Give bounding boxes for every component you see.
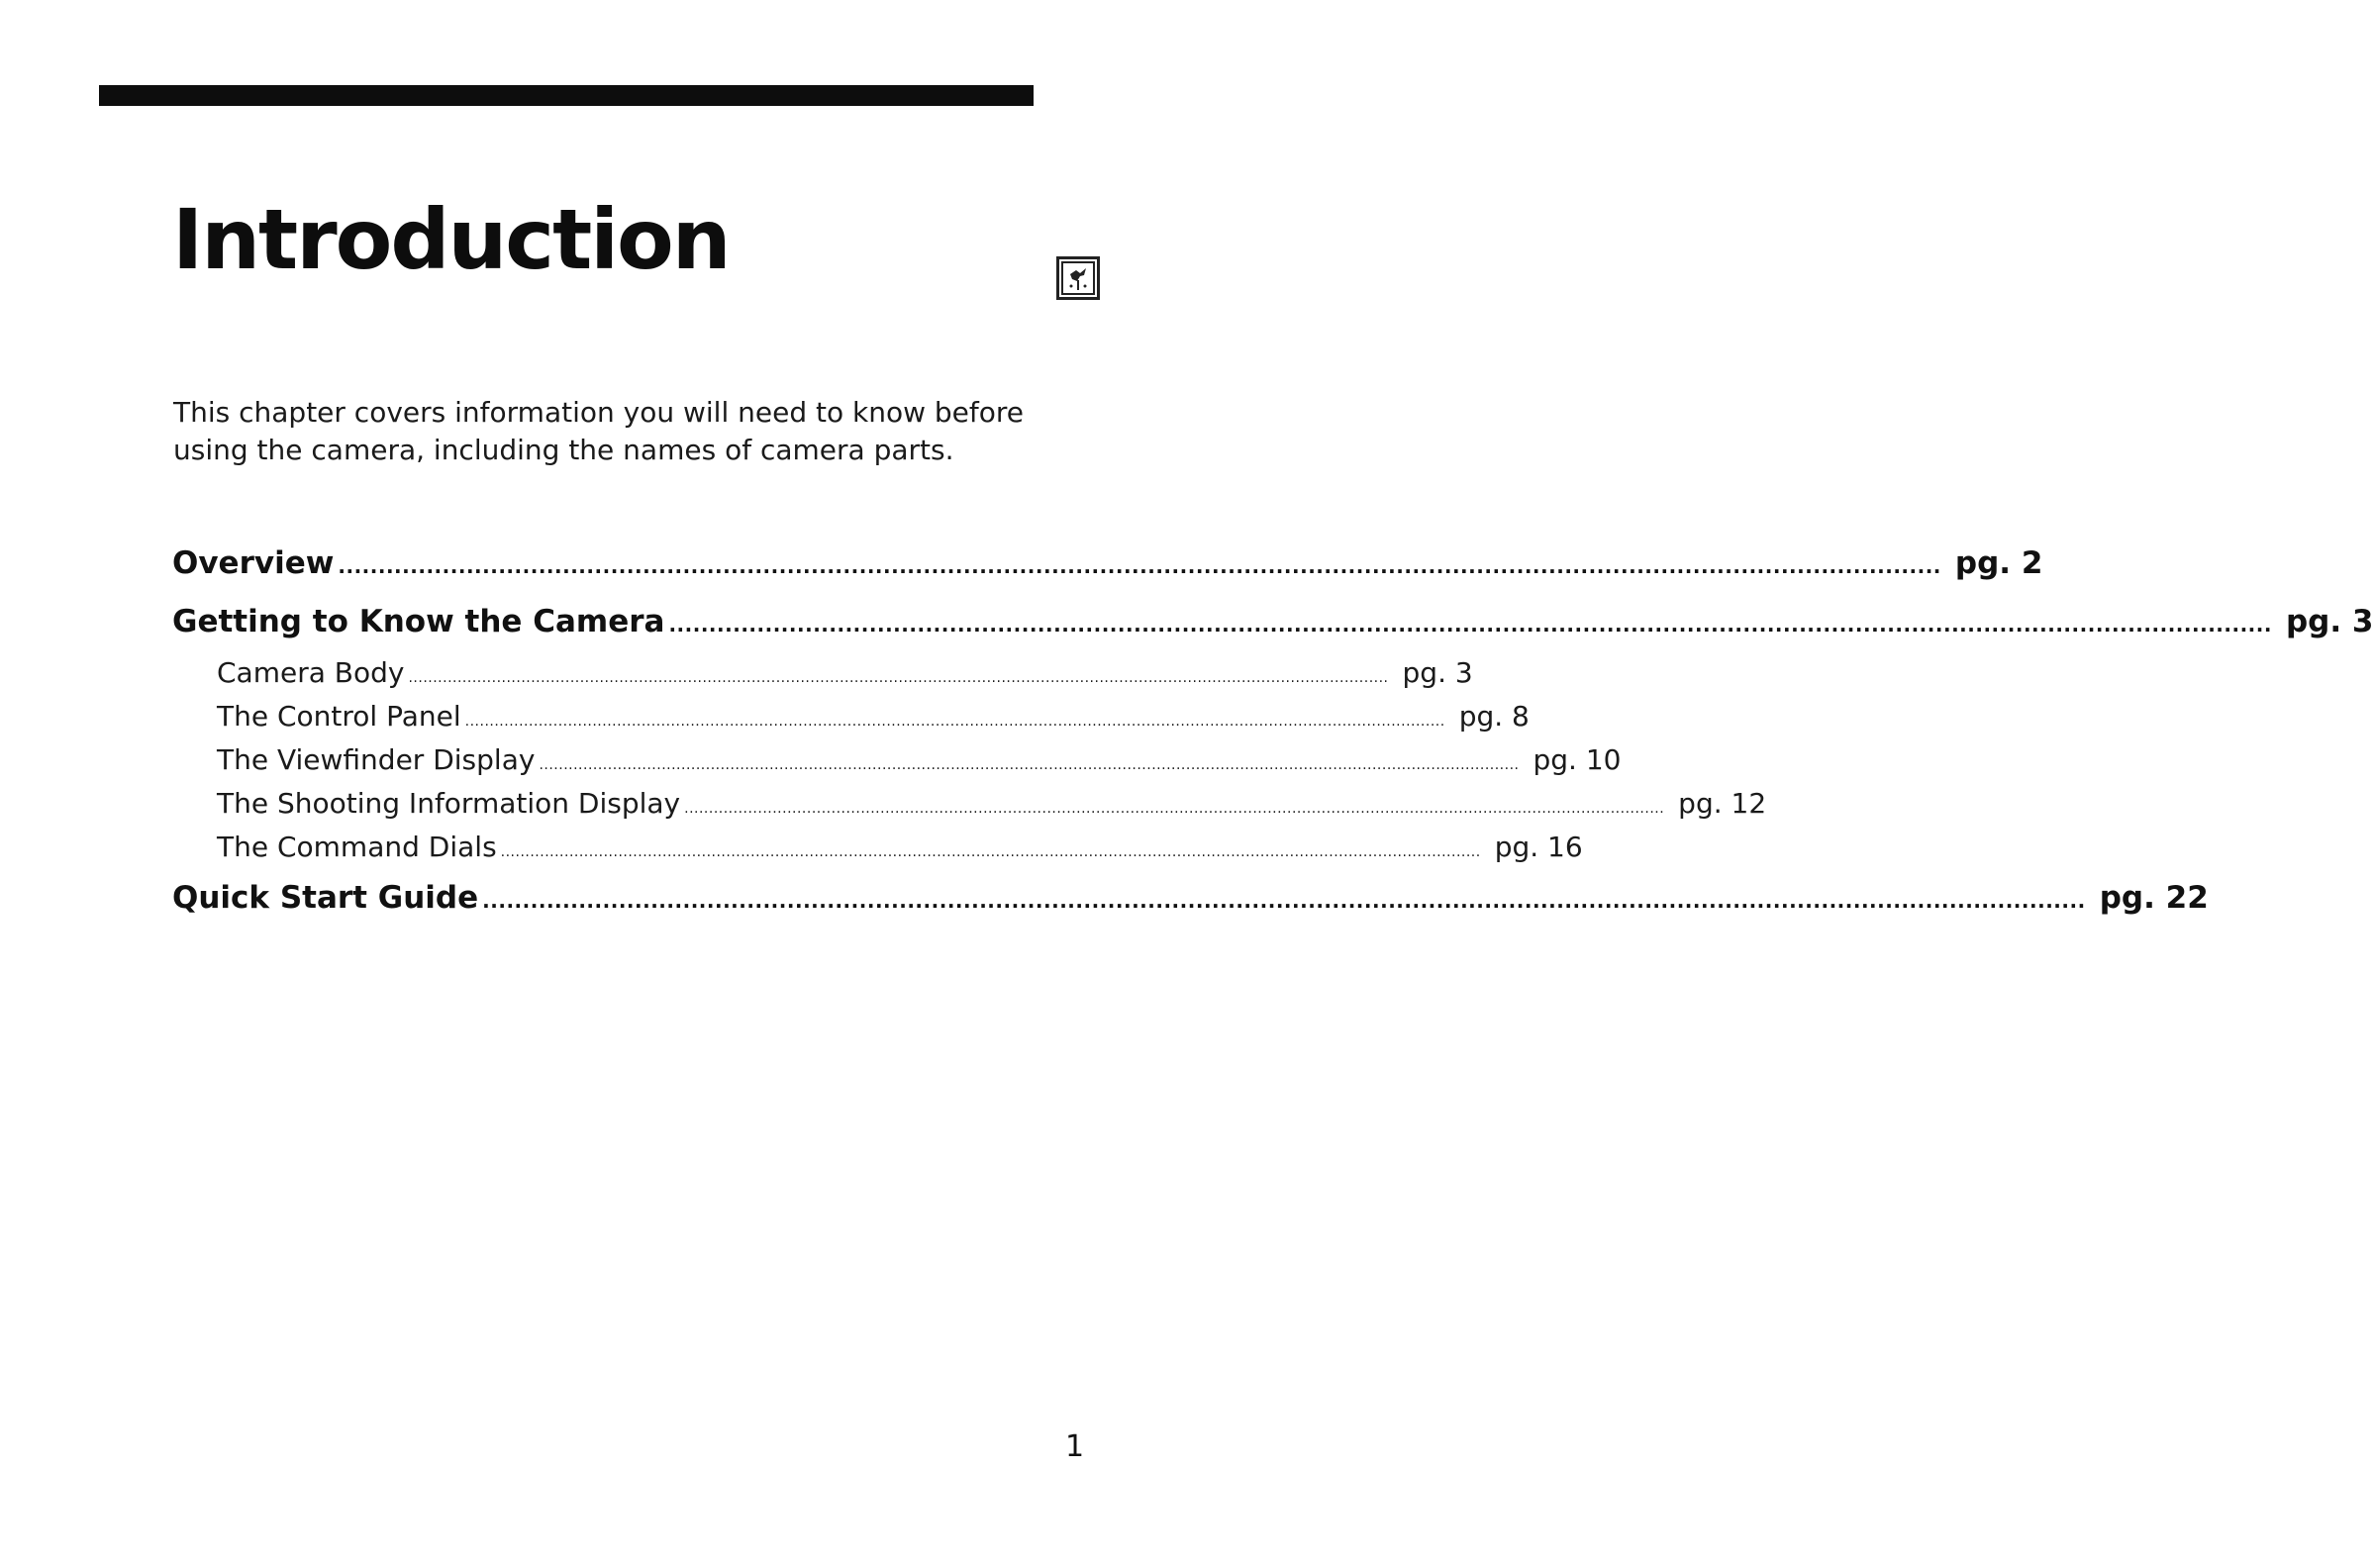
toc-entry-control-panel[interactable]	[172, 695, 1530, 738]
toc-entry-label: Getting to Know the Camera	[172, 604, 665, 639]
toc-entry-label: Quick Start Guide	[172, 880, 479, 916]
toc-entry-label: The Command Dials	[217, 831, 497, 863]
table-of-contents	[172, 535, 2374, 928]
toc-leader-dots: ........................................................................................................................................................................................................	[668, 613, 2272, 637]
toc-entry-camera-body[interactable]	[172, 651, 1473, 695]
chapter-intro-paragraph: This chapter covers information you will need to know before using the camera, including the names of camera parts.	[173, 396, 1025, 466]
toc-entry-command-dials[interactable]	[172, 826, 1583, 869]
toc-leader-dots: ........................................................................................................................................................................................................	[338, 554, 1941, 578]
toc-page-ref: pg. 12	[1678, 787, 1767, 820]
toc-entry-label: The Shooting Information Display	[217, 787, 681, 820]
toc-entry-label: Camera Body	[217, 656, 405, 689]
toc-entry-getting-to-know-the-camera[interactable]	[172, 593, 2374, 651]
toc-leader-dots: ........................................................................................................................................................................................................	[500, 844, 1481, 860]
toc-leader-dots: ........................................................................................................................................................................................................	[684, 801, 1665, 817]
toc-entry-viewfinder-display[interactable]	[172, 738, 1622, 782]
toc-page-ref: pg. 22	[2099, 880, 2209, 916]
toc-entry-shooting-information-display[interactable]	[172, 782, 1767, 826]
toc-leader-dots: ........................................................................................................................................................................................................	[408, 670, 1389, 686]
toc-leader-dots: ........................................................................................................................................................................................................	[539, 757, 1520, 773]
chapter-header-rule	[99, 85, 1034, 106]
toc-page-ref: pg. 16	[1494, 831, 1583, 863]
toc-page-ref: pg. 3	[1402, 656, 1473, 689]
toc-page-ref: pg. 2	[1954, 545, 2043, 581]
toc-entry-label: The Control Panel	[217, 700, 461, 733]
toc-page-ref: pg. 8	[1458, 700, 1530, 733]
toc-page-ref: pg. 10	[1533, 743, 1622, 776]
toc-leader-dots: ........................................................................................................................................................................................................	[464, 714, 1445, 730]
chapter-title: Introduction	[172, 191, 730, 288]
toc-entry-label: Overview	[172, 545, 335, 581]
toc-entry-label: The Viewfinder Display	[217, 743, 536, 776]
toc-entry-quick-start-guide[interactable]	[172, 869, 2209, 928]
page-number: 1	[1065, 1429, 1085, 1464]
camera-setup-icon	[1056, 256, 1100, 300]
toc-page-ref: pg. 3	[2285, 604, 2374, 639]
toc-leader-dots: ........................................................................................................................................................................................................	[482, 889, 2086, 913]
toc-entry-overview[interactable]	[172, 535, 2043, 593]
